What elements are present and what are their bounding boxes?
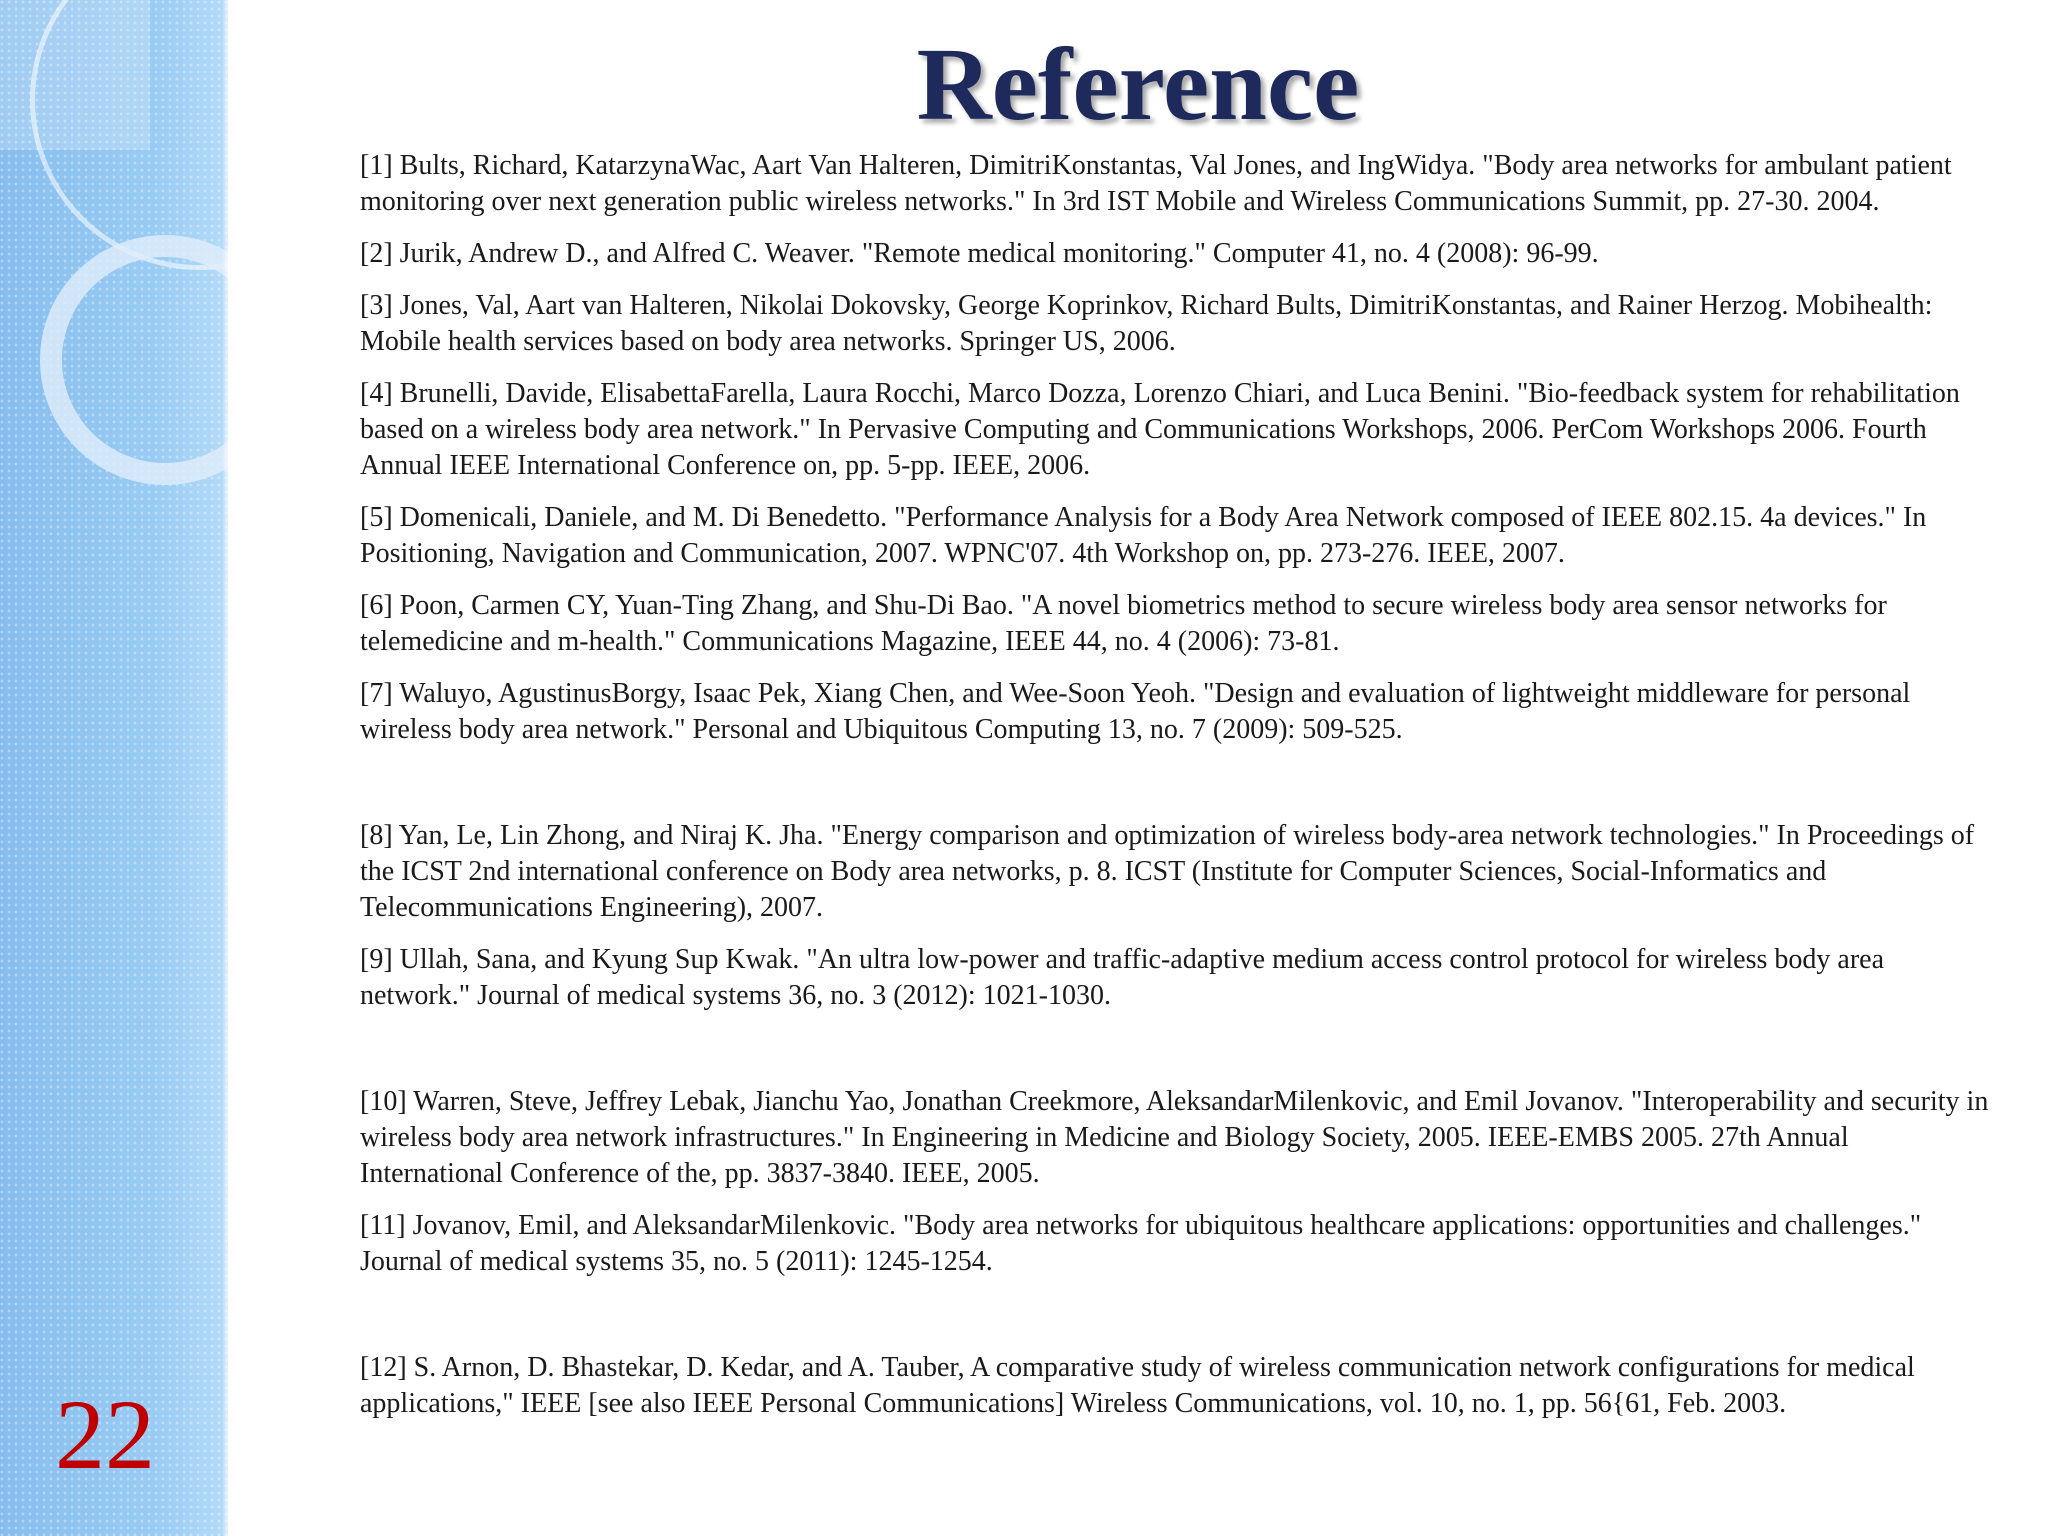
reference-item-3: [3] Jones, Val, Aart van Halteren, Nikolai Dokovsky, George Koprinkov, Richard Bults, DimitriKonstantas, and Rainer Herzog. Mobihealth: Mobile health services based on body area networks. Springer US, 2006. — [360, 290, 1933, 357]
decorative-sidebar — [0, 0, 228, 1536]
reference-item-4: [4] Brunelli, Davide, ElisabettaFarella, Laura Rocchi, Marco Dozza, Lorenzo Chiari, and Luca Benini. "Bio-feedback system for rehabilitation based on a wireless body area network." In Pervasive Computing and Communications Workshops, 2006. PerCom Workshops 2006. Fourth Annual IEEE International Conference on, pp. 5-pp. IEEE, 2006. — [360, 378, 1960, 481]
slide-title: Reference — [916, 27, 1360, 142]
reference-list — [360, 148, 1990, 1438]
sidebar-highlight-edge — [222, 0, 230, 1536]
decorative-small-ring — [40, 235, 228, 485]
slide-number: 22 — [55, 1379, 155, 1490]
reference-item-8: [8] Yan, Le, Lin Zhong, and Niraj K. Jha. "Energy comparison and optimization of wireless body-area network technologies." In Proceedings of the ICST 2nd international conference on Body area networks, p. 8. ICST (Institute for Computer Sciences, Social-Informatics and Telecommunications Engineering), 2007. — [360, 820, 1975, 923]
reference-item-6: [6] Poon, Carmen CY, Yuan-Ting Zhang, and Shu-Di Bao. "A novel biometrics method to secure wireless body area sensor networks for telemedicine and m-health." Communications Magazine, IEEE 44, no. 4 (2006): 73-81. — [360, 590, 1887, 657]
reference-item-1: [1] Bults, Richard, KatarzynaWac, Aart Van Halteren, DimitriKonstantas, Val Jones, and IngWidya. "Body area networks for ambulant patient monitoring over next generation public wireless networks." In 3rd IST Mobile and Wireless Communications Summit, pp. 27-30. 2004. — [360, 150, 1952, 217]
reference-item-9: [9] Ullah, Sana, and Kyung Sup Kwak. "An ultra low-power and traffic-adaptive medium access control protocol for wireless body area network." Journal of medical systems 36, no. 3 (2012): 1021-1030. — [360, 944, 1885, 1011]
reference-item-11: [11] Jovanov, Emil, and AleksandarMilenkovic. "Body area networks for ubiquitous healthcare applications: opportunities and challenges." Journal of medical systems 35, no. 5 (2011): 1245-1254. — [360, 1210, 1922, 1277]
reference-item-7: [7] Waluyo, AgustinusBorgy, Isaac Pek, Xiang Chen, and Wee-Soon Yeoh. "Design and evaluation of lightweight middleware for personal wireless body area network." Personal and Ubiquitous Computing 13, no. 7 (2009): 509-525. — [360, 678, 1911, 745]
reference-item-2: [2] Jurik, Andrew D., and Alfred C. Weaver. "Remote medical monitoring." Computer 41, no. 4 (2008): 96-99. — [360, 238, 1599, 269]
reference-item-10: [10] Warren, Steve, Jeffrey Lebak, Jianchu Yao, Jonathan Creekmore, AleksandarMilenkovic, and Emil Jovanov. "Interoperability and security in wireless body area network infrastructures." In Engineering in Medicine and Biology Society, 2005. IEEE-EMBS 2005. 27th Annual International Conference of the, pp. 3837-3840. IEEE, 2005. — [360, 1086, 1989, 1189]
reference-item-12: [12] S. Arnon, D. Bhastekar, D. Kedar, and A. Tauber, A comparative study of wireless communication network configurations for medical applications," IEEE [see also IEEE Personal Communications] Wireless Communications, vol. 10, no. 1, pp. 56{61, Feb. 2003. — [360, 1352, 1915, 1419]
decorative-large-ring — [30, 0, 228, 270]
reference-item-5: [5] Domenicali, Daniele, and M. Di Benedetto. "Performance Analysis for a Body Area Network composed of IEEE 802.15. 4a devices." In Positioning, Navigation and Communication, 2007. WPNC'07. 4th Workshop on, pp. 273-276. IEEE, 2007. — [360, 502, 1927, 569]
